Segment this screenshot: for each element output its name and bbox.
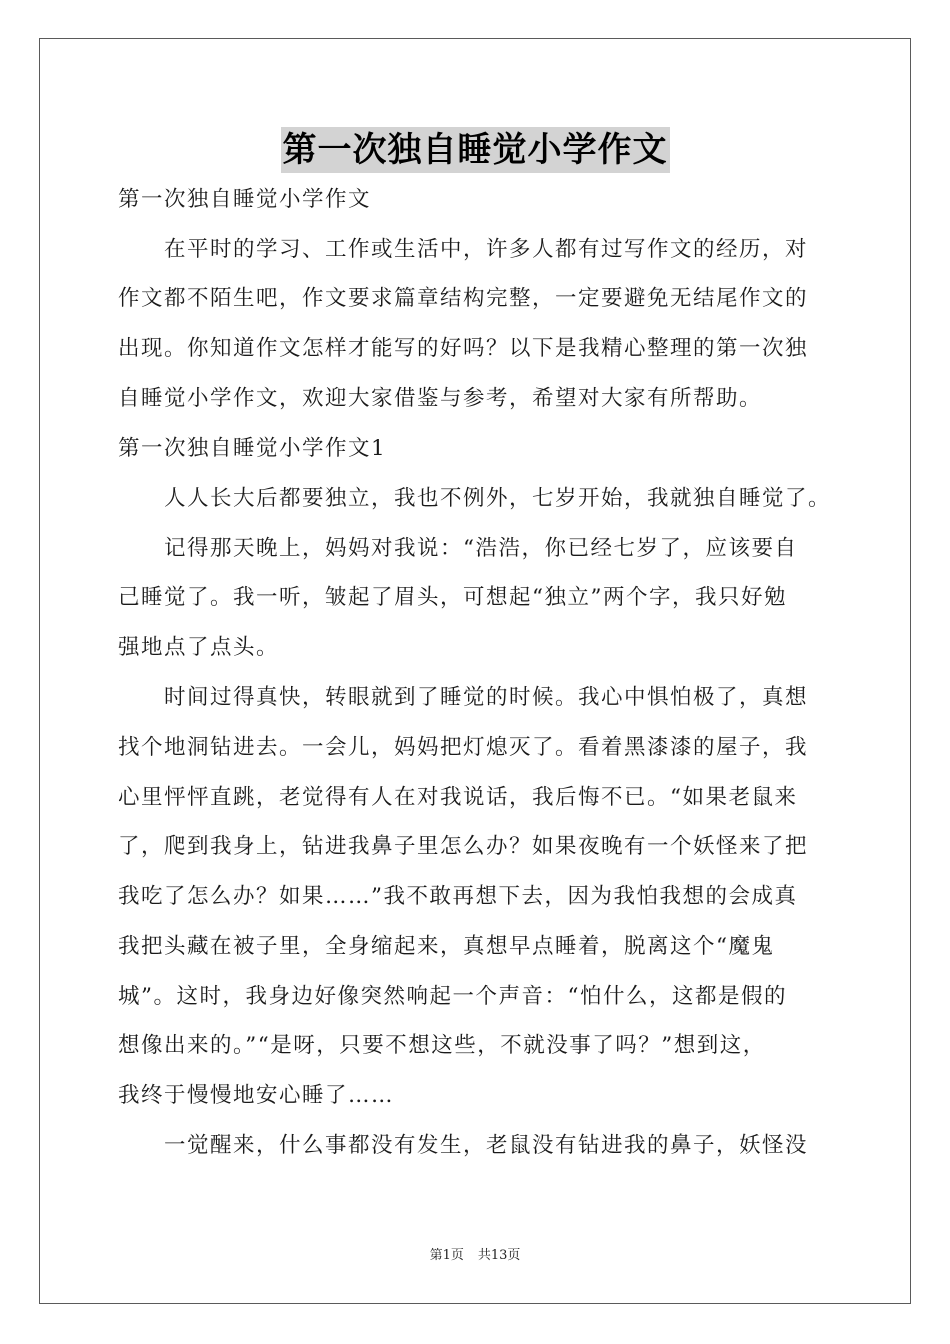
text-line: 在平时的学习、工作或生活中，许多人都有过写作文的经历，对 <box>164 237 809 262</box>
title-wrap <box>0 127 950 179</box>
text-line: 城”。这时，我身边好像突然响起一个声音：“怕什么，这都是假的 <box>118 984 787 1009</box>
document-title: 第一次独自睡觉小学作文 <box>281 127 670 173</box>
page-border <box>39 38 911 1304</box>
text-line: 强地点了点头。 <box>118 635 280 660</box>
text-line: 我把头藏在被子里，全身缩起来，真想早点睡着，脱离这个“魔鬼 <box>118 934 775 959</box>
subtitle-line: 第一次独自睡觉小学作文 <box>118 187 372 212</box>
text-line: 时间过得真快，转眼就到了睡觉的时候。我心中惧怕极了，真想 <box>164 685 809 710</box>
page-total: 共13页 <box>477 1248 521 1263</box>
text-line: 作文都不陌生吧，作文要求篇章结构完整，一定要避免无结尾作文的 <box>118 286 809 311</box>
text-line: 想像出来的。”“是呀，只要不想这些，不就没事了吗？”想到这， <box>118 1033 766 1058</box>
text-line: 了，爬到我身上，钻进我鼻子里怎么办？如果夜晚有一个妖怪来了把 <box>118 834 809 859</box>
text-line: 我吃了怎么办？如果……”我不敢再想下去，因为我怕我想的会成真 <box>118 884 798 909</box>
text-line: 自睡觉小学作文，欢迎大家借鉴与参考，希望对大家有所帮助。 <box>118 386 763 411</box>
page-footer <box>0 1247 950 1265</box>
section-heading: 第一次独自睡觉小学作文1 <box>118 436 387 461</box>
text-line: 人人长大后都要独立，我也不例外，七岁开始，我就独自睡觉了。 <box>164 486 832 511</box>
page-number: 第1页 <box>429 1248 464 1263</box>
text-line: 一觉醒来，什么事都没有发生，老鼠没有钻进我的鼻子，妖怪没 <box>164 1133 809 1158</box>
text-line: 己睡觉了。我一听，皱起了眉头，可想起“独立”两个字，我只好勉 <box>118 585 787 610</box>
text-line: 心里怦怦直跳，老觉得有人在对我说话，我后悔不已。“如果老鼠来 <box>118 785 798 810</box>
text-line: 出现。你知道作文怎样才能写的好吗？以下是我精心整理的第一次独 <box>118 336 809 361</box>
text-line: 找个地洞钻进去。一会儿，妈妈把灯熄灭了。看着黑漆漆的屋子，我 <box>118 735 809 760</box>
text-line: 我终于慢慢地安心睡了…… <box>118 1083 395 1108</box>
text-line: 记得那天晚上，妈妈对我说：“浩浩，你已经七岁了，应该要自 <box>164 536 798 561</box>
